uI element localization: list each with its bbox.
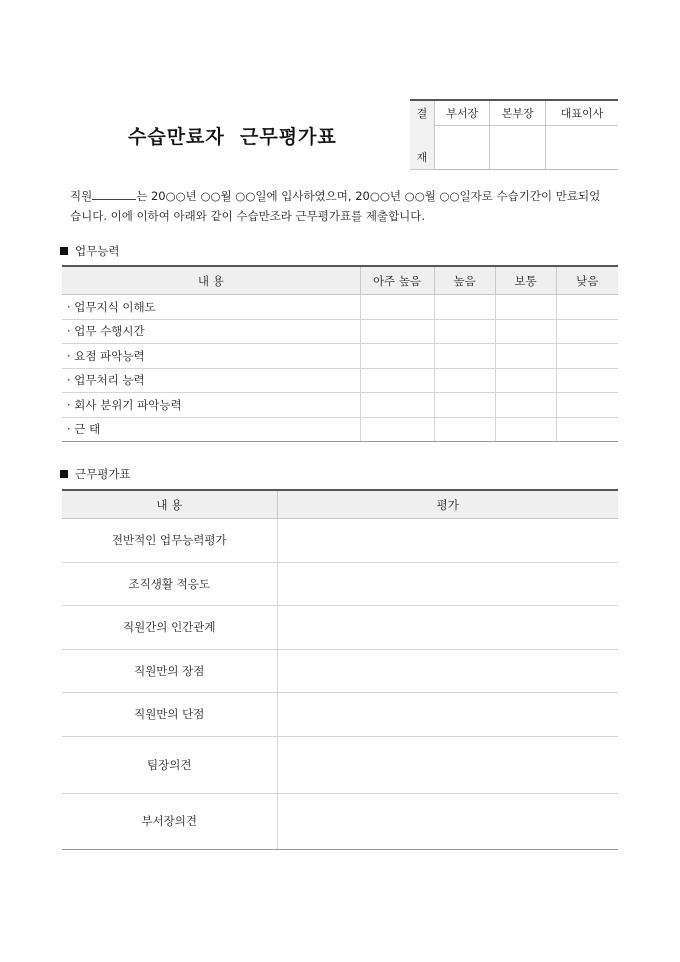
- table-row: [62, 319, 618, 344]
- intro-text-start: 직원: [70, 189, 93, 203]
- rating-cell[interactable]: [434, 295, 495, 320]
- col-header-very-high: 아주 높음: [360, 266, 434, 295]
- approval-sign-cell[interactable]: [490, 126, 545, 170]
- rating-cell[interactable]: [434, 344, 495, 369]
- table-row: [62, 693, 618, 737]
- rating-cell[interactable]: [495, 319, 556, 344]
- ability-item: · 회사 분위기 파악능력: [62, 393, 360, 418]
- evaluation-cell[interactable]: [277, 793, 618, 849]
- rating-cell[interactable]: [495, 344, 556, 369]
- col-header-high: 높음: [434, 266, 495, 295]
- table-row: [62, 393, 618, 418]
- evaluation-cell[interactable]: [277, 649, 618, 693]
- evaluation-cell[interactable]: [277, 606, 618, 650]
- ability-item: · 업무 수행시간: [62, 319, 360, 344]
- table-header-row: [62, 266, 618, 295]
- evaluation-item: 팀장의견: [62, 736, 277, 793]
- intro-paragraph: [70, 186, 610, 226]
- rating-cell[interactable]: [434, 368, 495, 393]
- rating-cell[interactable]: [434, 319, 495, 344]
- section-heading-evaluation-text: 근무평가표: [75, 467, 131, 481]
- rating-cell[interactable]: [360, 319, 434, 344]
- ability-item: · 근 태: [62, 417, 360, 442]
- rating-cell[interactable]: [434, 393, 495, 418]
- employee-name-blank[interactable]: [92, 187, 136, 200]
- table-row: [62, 368, 618, 393]
- square-bullet-icon: [60, 247, 68, 255]
- evaluation-item: 전반적인 업무능력평가: [62, 519, 277, 563]
- ability-item: · 업무처리 능력: [62, 368, 360, 393]
- rating-cell[interactable]: [556, 417, 618, 442]
- approval-label-top: 결: [416, 107, 428, 120]
- col-header-normal: 보통: [495, 266, 556, 295]
- table-row: [62, 344, 618, 369]
- evaluation-item: 부서장의견: [62, 793, 277, 849]
- approval-label-bottom: 재: [416, 151, 428, 164]
- approval-sign-cell[interactable]: [545, 126, 618, 170]
- rating-cell[interactable]: [495, 368, 556, 393]
- square-bullet-icon: [60, 470, 68, 478]
- evaluation-item: 조직생활 적응도: [62, 562, 277, 606]
- evaluation-item: 직원간의 인간관계: [62, 606, 277, 650]
- approval-box: [410, 99, 618, 170]
- evaluation-table: [62, 489, 618, 850]
- table-row: [62, 519, 618, 563]
- table-row: [62, 793, 618, 849]
- rating-cell[interactable]: [360, 344, 434, 369]
- rating-cell[interactable]: [495, 417, 556, 442]
- approval-label: [410, 100, 435, 170]
- page-title: 수습만료자 근무평가표: [128, 126, 337, 148]
- table-header-row: [62, 490, 618, 519]
- rating-cell[interactable]: [360, 417, 434, 442]
- table-row: [62, 736, 618, 793]
- evaluation-cell[interactable]: [277, 693, 618, 737]
- rating-cell[interactable]: [495, 295, 556, 320]
- rating-cell[interactable]: [360, 295, 434, 320]
- evaluation-item: 직원만의 장점: [62, 649, 277, 693]
- table-row: [62, 562, 618, 606]
- table-row: [62, 295, 618, 320]
- col-header-low: 낮음: [556, 266, 618, 295]
- ability-item: · 업무지식 이해도: [62, 295, 360, 320]
- rating-cell[interactable]: [360, 393, 434, 418]
- table-row: [62, 606, 618, 650]
- section-heading-ability: [60, 243, 119, 259]
- approval-role-ceo: 대표이사: [545, 100, 618, 126]
- col-header-content: 내 용: [62, 266, 360, 295]
- rating-cell[interactable]: [360, 368, 434, 393]
- rating-cell[interactable]: [556, 319, 618, 344]
- rating-cell[interactable]: [434, 417, 495, 442]
- approval-sign-cell[interactable]: [435, 126, 490, 170]
- section-heading-ability-text: 업무능력: [75, 244, 120, 258]
- section-heading-evaluation: [60, 466, 131, 482]
- evaluation-cell[interactable]: [277, 519, 618, 563]
- col-header-content: 내 용: [62, 490, 277, 519]
- approval-role-division-head: 본부장: [490, 100, 545, 126]
- rating-cell[interactable]: [556, 295, 618, 320]
- evaluation-cell[interactable]: [277, 736, 618, 793]
- col-header-evaluation: 평가: [277, 490, 618, 519]
- intro-text-rest: 는 20○○년 ○○월 ○○일에 입사하였으며, 20○○년 ○○월 ○○일자로 수습기간이 만료되었습니다. 이에 이하여 아래와 같이 수습만조라 근무평가표를 제출합니다.: [70, 189, 601, 223]
- table-row: [62, 417, 618, 442]
- rating-cell[interactable]: [556, 344, 618, 369]
- ability-item: · 요점 파악능력: [62, 344, 360, 369]
- approval-role-dept-head: 부서장: [435, 100, 490, 126]
- rating-cell[interactable]: [495, 393, 556, 418]
- evaluation-cell[interactable]: [277, 562, 618, 606]
- rating-cell[interactable]: [556, 393, 618, 418]
- rating-cell[interactable]: [556, 368, 618, 393]
- table-row: [62, 649, 618, 693]
- evaluation-item: 직원만의 단점: [62, 693, 277, 737]
- ability-table: [62, 265, 618, 442]
